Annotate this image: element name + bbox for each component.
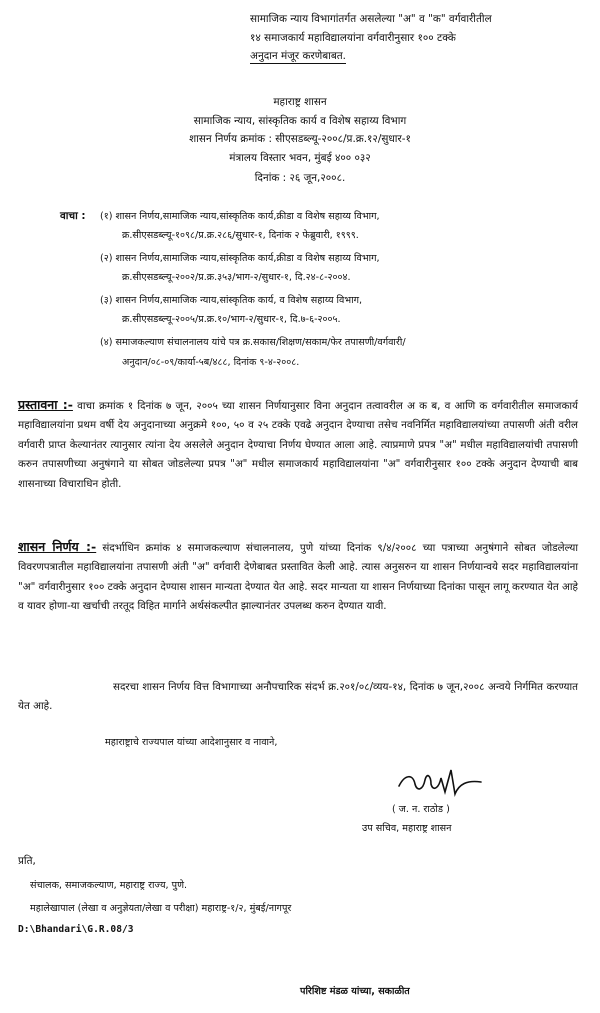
decision-paragraph — [18, 537, 578, 617]
reference-1-line-1: (१) शासन निर्णय,सामाजिक न्याय,सांस्कृतिक कार्य,क्रीडा व विशेष सहाय्य विभाग, — [100, 211, 380, 222]
reference-1-line-2: क्र.सीएसडब्ल्यू-१०९८/प्र.क्र.२८६/सुधार-१, दिनांक २ फेब्रुवारी, १९९९. — [122, 230, 359, 241]
signatory-designation: उप सचिव, महाराष्ट्र शासन — [362, 823, 452, 834]
decision-text: संदर्भाधिन क्रमांक ४ समाजकल्याण संचालनालय, पुणे यांच्या दिनांक ९/४/२००८ च्या पत्राच्या अनुषंगाने सोबत जोडलेल्या विवरणपत्रातील महाविद्यालयांना तपासणी अंती "अ" वर्गवारी देणेबाबत प्रस्तावित केली आहे. त्यास अनुसरुन या शासन निर्णयान्वये सदर महाविद्यालयांना "अ" वर्गवारीनुसार १०० टक्के अनुदान देण्यास शासन मान्यता देण्यात येत आहे. सदर मान्यता या शासन निर्णयाच्या दिनांका पासून लागू करण्यात येत आहे व यावर होणा-या खर्चाची तरतूद विहित मार्गाने अर्थसंकल्पीत झाल्यानंतर उपलब्ध करुन देण्यात यावी. — [18, 542, 578, 613]
references-label: वाचा : — [60, 210, 86, 222]
government-title: महाराष्ट्र शासन — [273, 96, 327, 108]
signatory-name: ( ज. न. राठोड ) — [392, 804, 450, 815]
copy-to-item-1: संचालक, समाजकल्याण, महाराष्ट्र राज्य, पुणे. — [30, 880, 188, 891]
gr-number: शासन निर्णय क्रमांक : सीएसडब्ल्यू-२००८/प्र.क्र.१२/सुधार-१ — [189, 133, 411, 145]
signature-mark — [395, 766, 485, 800]
subject-line-3: अनुदान मंजूर करणेबाबत. — [250, 50, 346, 62]
reference-3-line-1: (३) शासन निर्णय,सामाजिक न्याय,सांस्कृतिक कार्य, व विशेष सहाय्य विभाग, — [100, 295, 363, 306]
subject-line-1: सामाजिक न्याय विभागांतर्गत असलेल्या "अ" व "क" वर्गवारीतील — [250, 13, 492, 25]
reference-4-line-1: (४) समाजकल्याण संचालनालय यांचे पत्र क्र.सकास/शिक्षण/सकाम/फेर तपासणी/वर्गवारी/ — [100, 337, 406, 348]
decision-heading: शासन निर्णय :- — [18, 539, 97, 554]
governor-order-line: महाराष्ट्राचे राज्यपाल यांच्या आदेशानुसार व नावाने, — [105, 737, 278, 748]
reference-2-line-2: क्र.सीएसडब्ल्यू-२००२/प्र.क्र.३५३/भाग-२/सुधार-१, दि.२४-८-२००४. — [122, 272, 351, 283]
preamble-paragraph — [18, 395, 578, 494]
file-path: D:\Bhandari\G.R.08/3 — [18, 924, 134, 935]
issue-date: दिनांक : २६ जून,२००८. — [254, 172, 346, 184]
preamble-text: वाचा क्रमांक १ दिनांक ७ जून, २००५ च्या शासन निर्णयानुसार विना अनुदान तत्वावरील अ क ब, व आणि क वर्गवारीतील समाजकार्य महाविद्यालयांना प्रथम वर्षी देय अनुदानाच्या अनुक्रमे १००, ५० व २५ टक्के एवढे अनुदान देण्याचा तसेच नवनिर्मित महाविद्यालयांच्या तपासणी अंती वरील वर्गवारी प्राप्त केल्यानंतर त्यानुसार त्यांना देय असलेले अनुदान देण्याचा निर्णय घेण्यात आला आहे. त्याप्रमाणे प्रपत्र "अ" मधील महाविद्यालयांची तपासणी करुन तपासणीच्या अनुषंगाने या सोबत जोडलेल्या प्रपत्र "अ" मधील समाजकार्य महाविद्यालयांना "अ" वर्गवारीनुसार १०० टक्के अनुदान देण्याची बाब शासनाच्या विचाराधिन होती. — [18, 400, 578, 490]
ministry-address: मंत्रालय विस्तार भवन, मुंबई ४०० ०३२ — [229, 152, 371, 164]
subject-line-2: १४ समाजकार्य महाविद्यालयांना वर्गवारीनुसार १०० टक्के — [250, 32, 456, 44]
reference-2-line-1: (२) शासन निर्णय,सामाजिक न्याय,सांस्कृतिक कार्य,क्रीडा व विशेष सहाय्य विभाग, — [100, 253, 380, 264]
copy-to-label: प्रति, — [18, 855, 36, 867]
copy-to-item-2: महालेखापाल (लेखा व अनुज्ञेयता/लेखा व परीक्षा) महाराष्ट्र-१/२, मुंबई/नागपूर — [30, 903, 292, 914]
footer-handwritten-note: परिशिष्ट मंडळ यांच्या, सकाळीत — [300, 986, 410, 997]
department-name: सामाजिक न्याय, सांस्कृतिक कार्य व विशेष सहाय्य विभाग — [193, 115, 407, 127]
finance-concurrence: सदरचा शासन निर्णय वित्त विभागाच्या अनौपचारिक संदर्भ क्र.२०१/०८/व्यय-१४, दिनांक ७ जून,२००८ अन्वये निर्गमित करण्यात येत आहे. — [18, 681, 578, 713]
reference-3-line-2: क्र.सीएसडब्ल्यू-२००५/प्र.क्र.१०/भाग-२/सुधार-१, दि.७-६-२००५. — [122, 314, 341, 325]
reference-4-line-2: अनुदान/०८-०९/कार्या-५ब/४८८, दिनांक ९-४-२००८. — [122, 357, 300, 368]
preamble-heading: प्रस्तावना :- — [18, 397, 73, 412]
